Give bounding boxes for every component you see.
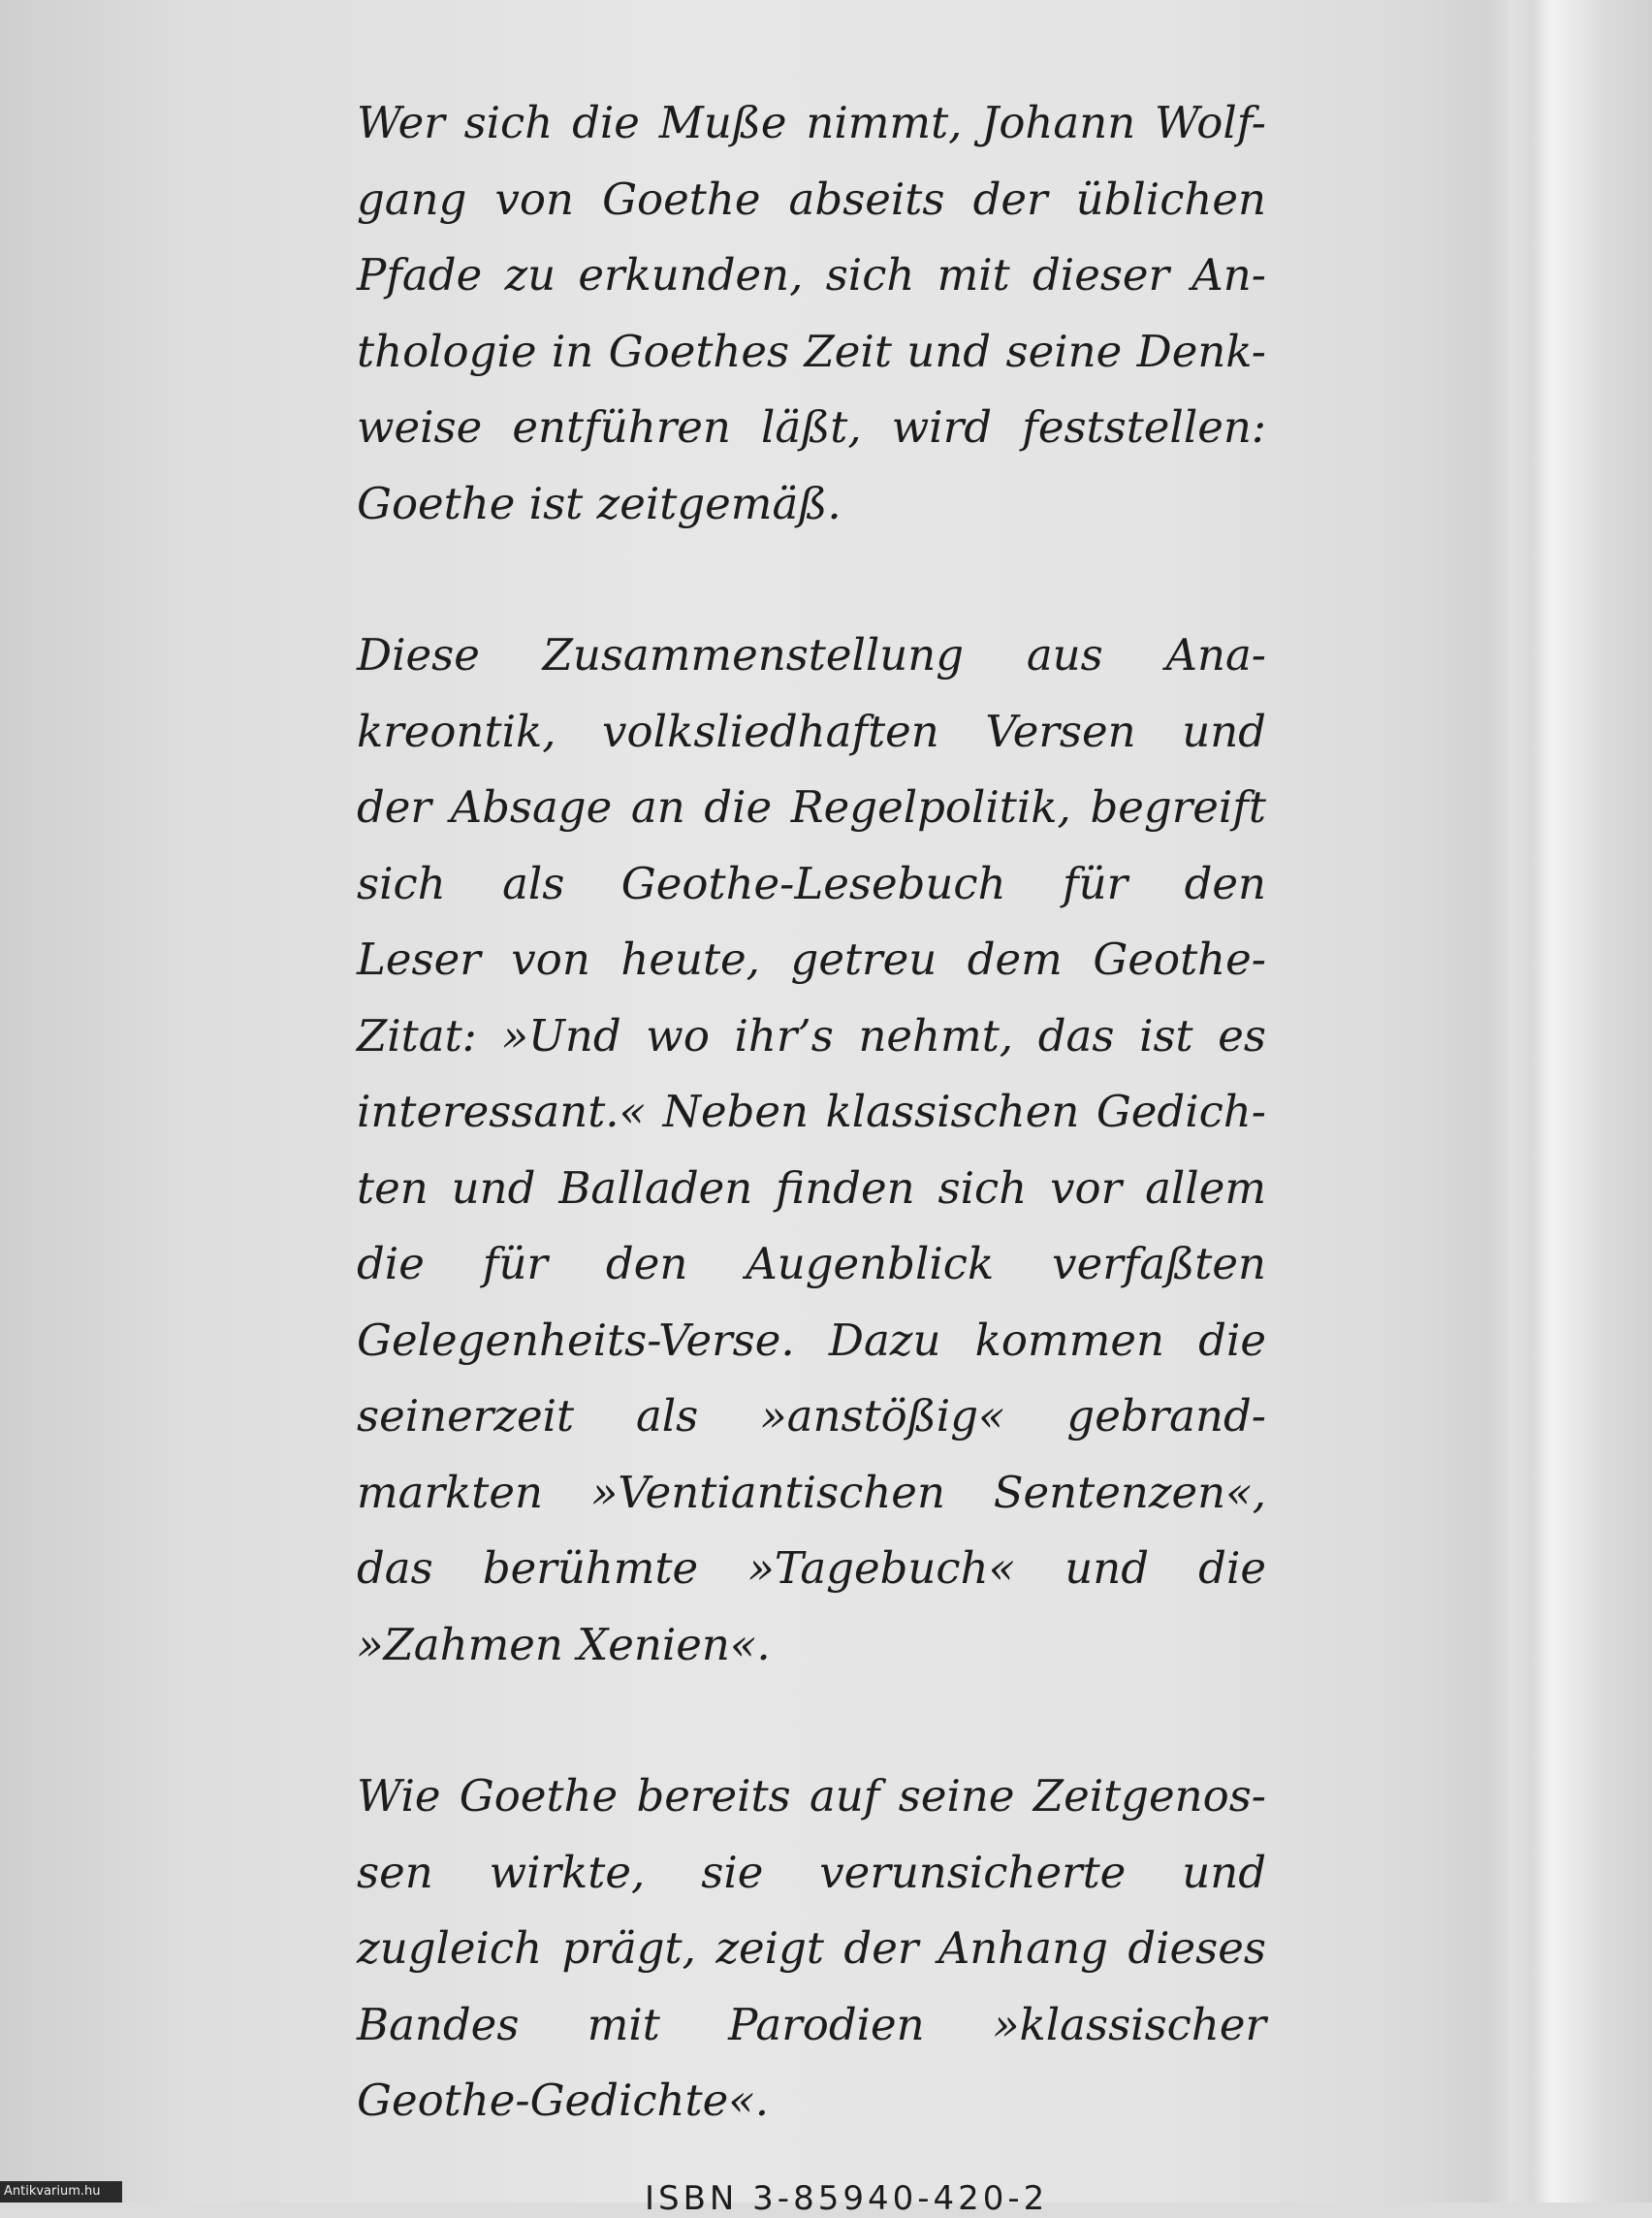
text-line: Geothe-Gedichte«. (357, 2075, 770, 2126)
text-line: der Absage an die Regelpolitik, begreift (357, 781, 1266, 833)
site-watermark: Antikvarium.hu (0, 2181, 122, 2202)
text-line: Wie Goethe bereits auf seine Zeitgenos- (357, 1770, 1266, 1822)
text-line: die für den Augenblick verfaßten (357, 1238, 1266, 1289)
text-line: Pfade zu erkunden, sich mit dieser An- (357, 249, 1266, 301)
text-line: seinerzeit als »anstößig« gebrand- (357, 1390, 1266, 1442)
text-line: Bandes mit Parodien »klassischer (357, 1998, 1266, 2050)
text-line: gang von Goethe abseits der üblichen (357, 173, 1266, 225)
text-line: Wer sich die Muße nimmt, Johann Wolf- (357, 97, 1266, 148)
text-line: sen wirkte, sie verunsicherte und (357, 1846, 1266, 1898)
text-line: Leser von heute, getreu dem Geothe- (357, 934, 1266, 985)
paragraph-3 (357, 1759, 1266, 2139)
text-line: Zitat: »Und wo ihr’s nehmt, das ist es (357, 1009, 1266, 1061)
text-line: Gelegenheits-Verse. Dazu kommen die (357, 1314, 1266, 1366)
paragraph-2 (357, 618, 1266, 1683)
text-line: »Zahmen Xenien«. (357, 1618, 771, 1670)
isbn-number: ISBN 3-85940-420-2 (645, 2179, 1049, 2218)
text-line: zugleich prägt, zeigt der Anhang dieses (357, 1922, 1266, 1974)
cover-shading (1512, 0, 1551, 2202)
text-line: thologie in Goethes Zeit und seine Denk- (357, 325, 1266, 377)
paragraph-1 (357, 85, 1266, 542)
text-line: kreontik, volksliedhaften Versen und (357, 705, 1266, 757)
text-line: Goethe ist zeitgemäß. (357, 477, 842, 529)
text-line: Diese Zusammenstellung aus Ana- (357, 629, 1266, 681)
text-line: interessant.« Neben klassischen Gedich- (357, 1086, 1266, 1137)
text-line: ten und Balladen finden sich vor allem (357, 1161, 1266, 1214)
text-line: weise entführen läßt, wird feststellen: (357, 401, 1266, 453)
blurb-text (357, 85, 1266, 2139)
text-line: markten »Ventiantischen Sentenzen«, (357, 1466, 1266, 1518)
text-line: sich als Geothe-Lesebuch für den (357, 857, 1266, 909)
text-line: das berühmte »Tagebuch« und die (357, 1542, 1266, 1594)
